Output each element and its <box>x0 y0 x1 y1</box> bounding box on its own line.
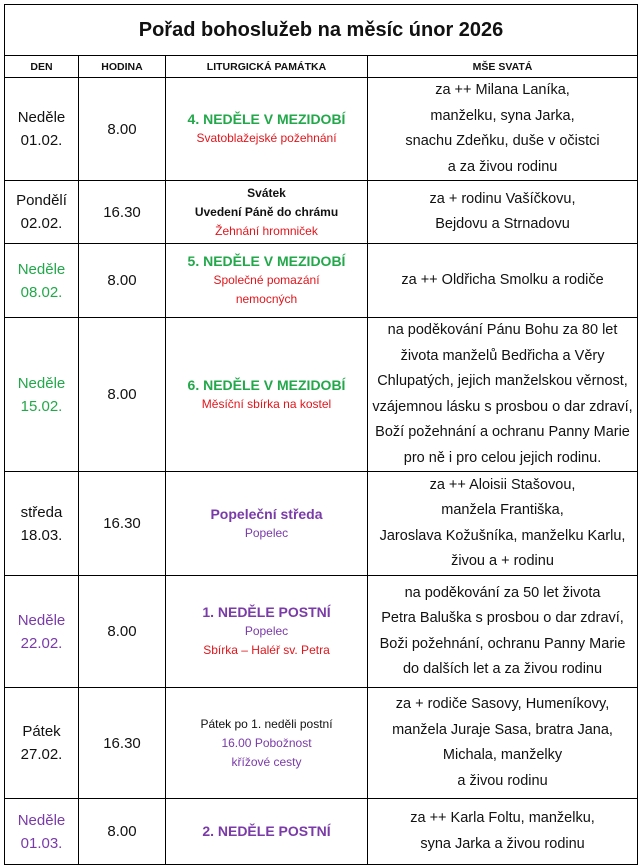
day-date: 27.02. <box>20 746 63 763</box>
mass-intention-line: živou a + rodinu <box>451 553 554 569</box>
hour-cell: 8.00 <box>79 799 166 865</box>
mass-intention-cell <box>368 688 638 799</box>
mass-intention-cell <box>368 472 638 576</box>
day-cell <box>5 799 79 865</box>
mass-intention-line: Chlupatých, jejich manželskou věrnost, <box>377 373 628 389</box>
mass-intention-cell <box>368 244 638 318</box>
hour-cell: 8.00 <box>79 318 166 472</box>
day-name: Neděle <box>17 811 66 829</box>
day-cell <box>5 244 79 318</box>
liturgy-line: 4. NEDĚLE V MEZIDOBÍ <box>187 111 346 127</box>
day-name: Neděle <box>17 374 66 392</box>
mass-intention-line: za ++ Karla Foltu, manželku, <box>410 810 595 826</box>
page-title: Pořad bohoslužeb na měsíc únor 2026 <box>5 5 638 56</box>
day-cell <box>5 688 79 799</box>
hour-cell: 8.00 <box>79 576 166 688</box>
liturgy-cell <box>166 576 368 688</box>
mass-intention-line: za ++ Oldřicha Smolku a rodiče <box>401 271 604 288</box>
hour-cell: 8.00 <box>79 78 166 181</box>
liturgy-line: Společné pomazání <box>213 273 320 287</box>
mass-intention-line: manželku, syna Jarka, <box>430 107 575 124</box>
table-row <box>5 244 638 318</box>
day-cell <box>5 472 79 576</box>
hour-cell: 16.30 <box>79 472 166 576</box>
mass-intention-line: Jaroslava Kožušníka, manželku Karlu, <box>379 527 626 544</box>
mass-intention-line: manžela Juraje Sasa, bratra Jana, <box>392 721 613 738</box>
day-cell <box>5 181 79 244</box>
mass-intention-line: za ++ Aloisii Stašovou, <box>429 476 576 493</box>
column-header-mass: MŠE SVATÁ <box>368 56 638 78</box>
day-date: 15.02. <box>20 397 63 415</box>
liturgy-line: 5. NEDĚLE V MEZIDOBÍ <box>187 253 346 269</box>
liturgy-cell <box>166 244 368 318</box>
liturgy-cell <box>166 799 368 865</box>
day-cell <box>5 576 79 688</box>
hour-cell: 16.30 <box>79 181 166 244</box>
table-row <box>5 181 638 244</box>
mass-intention-line: Bejdovu a Strnadovu <box>435 216 570 232</box>
day-name: Neděle <box>17 260 66 278</box>
liturgy-line: Popelec <box>244 525 289 540</box>
mass-intention-cell <box>368 576 638 688</box>
table-row <box>5 688 638 799</box>
mass-intention-line: Boží požehnání a ochranu Panny Marie <box>375 424 630 440</box>
mass-intention-cell <box>368 181 638 244</box>
liturgy-line: 6. NEDĚLE V MEZIDOBÍ <box>187 376 346 393</box>
mass-intention-line: na poděkování Pánu Bohu za 80 let <box>387 322 618 338</box>
mass-intention-line: snachu Zdeňku, duše v očistci <box>405 133 600 149</box>
mass-intention-line: na poděkování za 50 let života <box>404 584 601 601</box>
day-date: 01.03. <box>20 834 63 852</box>
mass-intention-cell <box>368 799 638 865</box>
liturgy-cell <box>166 181 368 244</box>
liturgy-cell <box>166 78 368 181</box>
mass-intention-line: syna Jarka a živou rodinu <box>420 835 585 852</box>
mass-intention-line: pro ně i pro celou jejich rodinu. <box>403 449 602 466</box>
column-header-hour: HODINA <box>79 56 166 78</box>
mass-intention-line: za + rodiče Sasovy, Humeníkovy, <box>395 696 610 712</box>
mass-intention-cell <box>368 78 638 181</box>
mass-intention-line: Michala, manželky <box>442 747 563 763</box>
mass-schedule-table <box>4 4 638 865</box>
mass-intention-line: vzájemnou lásku s prosbou o dar zdraví, <box>372 398 633 415</box>
column-header-liturgy: LITURGICKÁ PAMÁTKA <box>166 56 368 78</box>
table-row <box>5 799 638 865</box>
table-row <box>5 576 638 688</box>
day-date: 18.03. <box>20 526 63 544</box>
liturgy-cell <box>166 318 368 472</box>
liturgy-line: Svatoblažejské požehnání <box>196 131 337 145</box>
mass-intention-line: Petra Baluška s prosbou o dar zdraví, <box>381 610 624 626</box>
mass-intention-line: za ++ Milana Laníka, <box>435 82 570 98</box>
day-name: středa <box>20 503 63 521</box>
mass-intention-line: a za živou rodinu <box>447 158 558 175</box>
liturgy-line: 2. NEDĚLE POSTNÍ <box>202 823 331 839</box>
liturgy-line: Sbírka – Haléř sv. Petra <box>203 643 330 657</box>
header-row <box>5 56 638 78</box>
table-row <box>5 78 638 181</box>
day-date: 08.02. <box>20 283 63 301</box>
mass-intention-line: života manželů Bedřicha a Věry <box>400 347 605 364</box>
mass-intention-line: manžela Františka, <box>441 502 564 518</box>
hour-cell: 8.00 <box>79 244 166 318</box>
liturgy-line: 16.00 Pobožnost <box>221 735 312 750</box>
day-date: 01.02. <box>20 132 63 149</box>
day-name: Pondělí <box>16 192 67 209</box>
mass-intention-line: za + rodinu Vašíčkovu, <box>429 190 576 207</box>
column-header-day: DEN <box>5 56 79 78</box>
day-name: Pátek <box>22 723 61 740</box>
liturgy-line: Popelec <box>244 624 289 638</box>
liturgy-cell <box>166 688 368 799</box>
table-row <box>5 318 638 472</box>
liturgy-line: nemocných <box>235 292 298 306</box>
day-name: Neděle <box>17 109 66 126</box>
day-date: 22.02. <box>20 634 63 652</box>
hour-cell: 16.30 <box>79 688 166 799</box>
liturgy-line: Pátek po 1. neděli postní <box>200 716 333 731</box>
liturgy-line: Měsíční sbírka na kostel <box>201 396 332 411</box>
day-name: Neděle <box>17 611 66 629</box>
mass-intention-line: do dalších let a za živou rodinu <box>402 661 603 677</box>
day-cell <box>5 78 79 181</box>
table-row <box>5 472 638 576</box>
liturgy-line: křížové cesty <box>231 754 302 769</box>
mass-intention-line: a živou rodinu <box>457 772 548 789</box>
liturgy-line: Popeleční středa <box>210 505 323 522</box>
liturgy-line: 1. NEDĚLE POSTNÍ <box>202 604 331 620</box>
day-cell <box>5 318 79 472</box>
mass-intention-line: Boži požehnání, ochranu Panny Marie <box>379 635 626 652</box>
mass-intention-cell <box>368 318 638 472</box>
liturgy-line: Svátek <box>247 185 286 200</box>
day-date: 02.02. <box>20 215 63 232</box>
liturgy-line: Žehnání hromniček <box>215 223 318 238</box>
liturgy-line: Uvedení Páně do chrámu <box>194 204 339 219</box>
liturgy-cell <box>166 472 368 576</box>
